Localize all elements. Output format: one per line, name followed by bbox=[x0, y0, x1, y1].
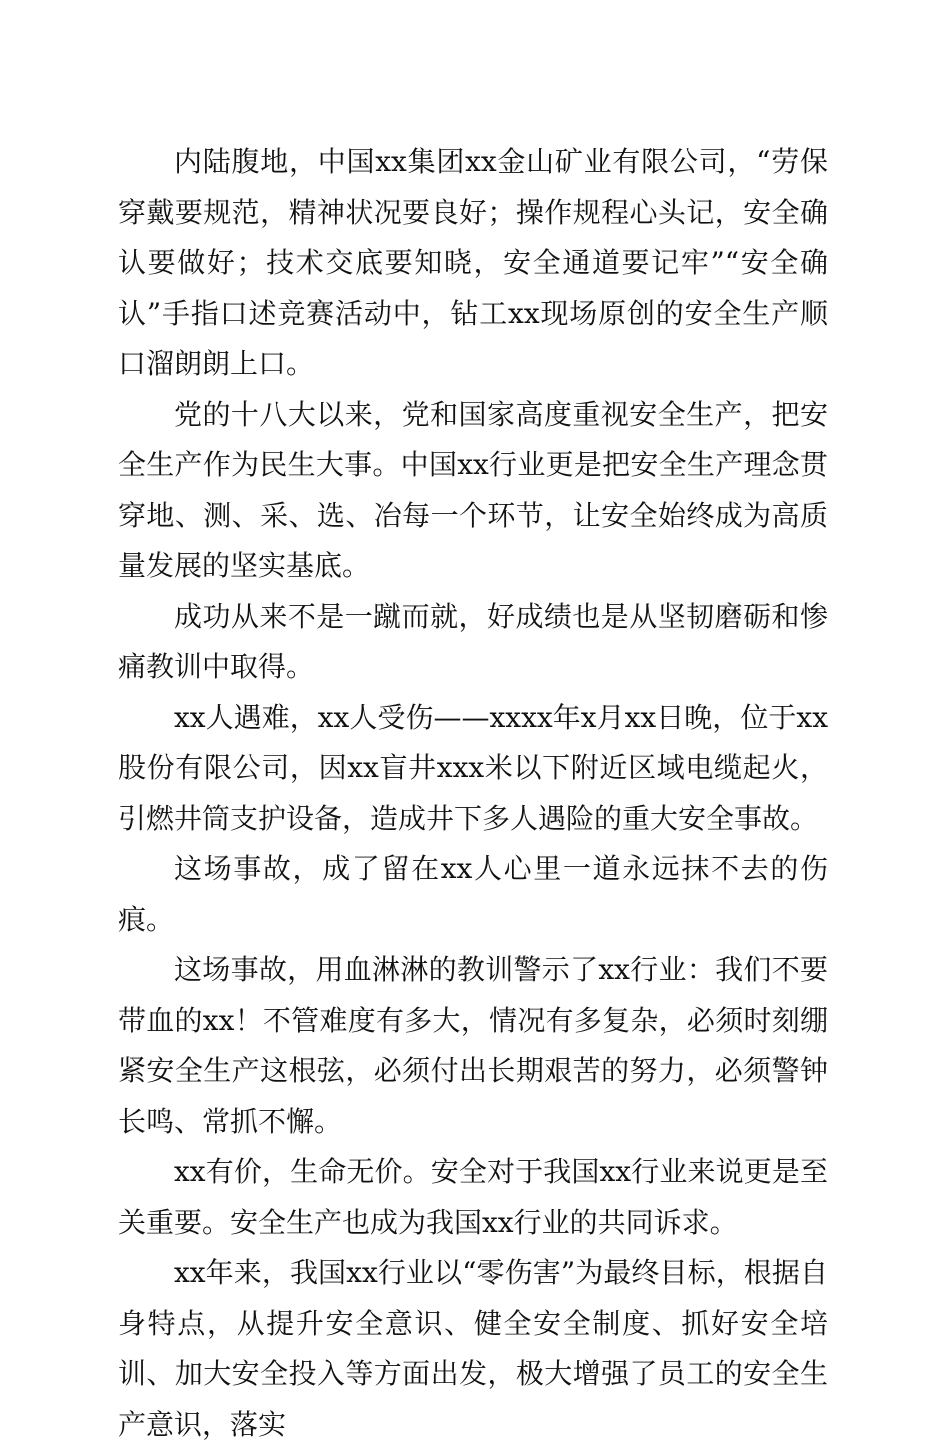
paragraph: 这场事故，成了留在xx人心里一道永远抹不去的伤痕。 bbox=[118, 852, 828, 936]
document-body bbox=[118, 137, 828, 1450]
paragraph: xx年来，我国xx行业以“零伤害”为最终目标，根据自身特点，从提升安全意识、健全安全制度、抓好安全培训、加大安全投入等方面出发，极大增强了员工的安全生产意识，落实 bbox=[118, 1256, 828, 1441]
paragraph: 内陆腹地，中国xx集团xx金山矿业有限公司，“劳保穿戴要规范，精神状况要良好；操作规程心头记，安全确认要做好；技术交底要知晓，安全通道要记牢”“安全确认”手指口述竞赛活动中，钻工xx现场原创的安全生产顺口溜朗朗上口。 bbox=[118, 145, 828, 380]
paragraph: xx人遇难，xx人受伤——xxxx年x月xx日晚，位于xx股份有限公司，因xx盲井xxx米以下附近区域电缆起火，引燃井筒支护设备，造成井下多人遇险的重大安全事故。 bbox=[118, 700, 828, 835]
paragraph: xx有价，生命无价。安全对于我国xx行业来说更是至关重要。安全生产也成为我国xx行业的共同诉求。 bbox=[118, 1155, 828, 1239]
paragraph: 这场事故，用血淋淋的教训警示了xx行业：我们不要带血的xx！不管难度有多大，情况有多复杂，必须时刻绷紧安全生产这根弦，必须付出长期艰苦的努力，必须警钟长鸣、常抓不懈。 bbox=[118, 953, 828, 1138]
paragraph: 成功从来不是一蹴而就，好成绩也是从坚韧磨砺和惨痛教训中取得。 bbox=[118, 599, 828, 683]
paragraph: 党的十八大以来，党和国家高度重视安全生产，把安全生产作为民生大事。中国xx行业更是把安全生产理念贯穿地、测、采、选、冶每一个环节，让安全始终成为高质量发展的坚实基底。 bbox=[118, 397, 828, 582]
